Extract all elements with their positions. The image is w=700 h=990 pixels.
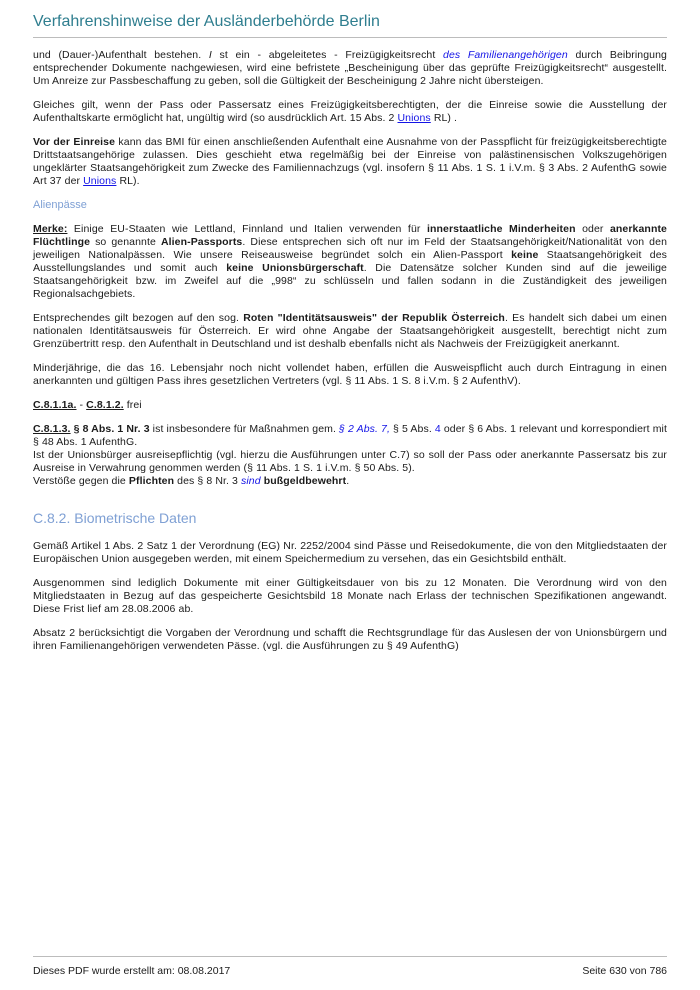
text-run: -	[76, 399, 87, 411]
text-run: kann das BMI für einen anschließenden Aufenthalt eine Ausnahme von der Passpflicht für freizügigkeitsberechtigte Drittstaatsangehörige zulassen. Dies geschieht etwa regelmäßig bei der Einreise von palästinensischen Volkszugehörigen ungeklärter Staatsangehörigkeit zum Zwecke des Familiennachzugs (vgl. insofern § 11 Abs. 1 S. 1 i.V.m. § 3 Abs. 2 AufenthG sowie Art 37 der	[33, 136, 667, 187]
text-run: C.8.2. Biometrische Daten	[33, 510, 197, 526]
inline-link[interactable]: 4	[434, 423, 441, 435]
text-run: Ausgenommen sind lediglich Dokumente mit einer Gültigkeitsdauer von bis zu 12 Monaten. Die Verordnung wird von den Mitgliedstaaten in Bezug auf das gespeicherte Gesichtsbild 18 Monate nach Erlass der technischen Spezifikationen angewandt. Diese Frist lief am 28.08.2006 ab.	[33, 577, 667, 615]
text-run: bußgeldbewehrt	[263, 475, 347, 487]
text-run: Alienpässe	[33, 199, 87, 211]
text-run: Roten "Identitätsausweis" der Republik Österreich	[243, 312, 505, 324]
paragraph	[33, 399, 667, 412]
paragraph	[33, 312, 667, 351]
inline-link[interactable]: des Familienangehörigen	[443, 49, 568, 61]
text-run: . Diese entsprechen sich oft nur im Feld der Staatsangehörigkeit/Nationalität von den jeweiligen Nationalpässen. Wie unsere Reiseausweise begründet solch ein Alien-Passport	[33, 236, 668, 261]
paragraph	[33, 362, 667, 388]
text-run: innerstaatliche Minderheiten	[426, 223, 576, 235]
text-run: Merke:	[33, 223, 68, 235]
paragraph	[33, 223, 667, 301]
text-run: Gemäß Artikel 1 Abs. 2 Satz 1 der Verordnung (EG) Nr. 2252/2004 sind Pässe und Reisedokumente, die von den Mitgliedstaaten der Europäischen Union ausgegeben werden, mit einem Speichermedium zu versehen, das ein Gesichtsbild enthält.	[33, 540, 667, 565]
document-body	[33, 49, 667, 653]
text-run: oder § 6 Abs. 1 relevant und korrespondiert mit § 48 Abs. 1 AufenthG.	[33, 423, 667, 448]
text-run: Pflichten	[128, 475, 175, 487]
page-title: Verfahrenshinweise der Ausländerbehörde Berlin	[33, 13, 380, 30]
paragraph	[33, 136, 667, 188]
text-run: I	[208, 49, 212, 61]
text-run: Vor der Einreise	[33, 136, 116, 148]
text-run: Staatsangehörigkeit des Ausstellungslandes und somit auch	[33, 249, 667, 274]
paragraph	[33, 540, 667, 566]
page-footer	[33, 956, 667, 977]
text-run: oder	[575, 223, 610, 235]
footer-created-date: Dieses PDF wurde erstellt am: 08.08.2017	[33, 965, 231, 977]
inline-link[interactable]: Unions	[397, 112, 431, 124]
header-divider	[33, 37, 667, 38]
text-run: C.8.1.2.	[86, 399, 124, 411]
text-run: Alien-Passports	[160, 236, 243, 248]
section-heading-c-8-2-biometrische-daten	[33, 510, 667, 526]
text-run: keine	[511, 249, 539, 261]
text-run: .	[346, 475, 350, 487]
text-run: so genannte	[90, 236, 161, 248]
text-run: . Die Datensätze solcher Kunden sind auf die jeweilige Staatsangehörigkeit bzw. im Zweifel auf die „998“ zu schlüsseln und fallen sodann in die Zuständigkeit des jeweiligen Regionalsachgebiets.	[33, 262, 667, 300]
text-run: § 8 Abs. 1 Nr. 3	[73, 423, 150, 435]
paragraph	[33, 577, 667, 616]
text-run: Ist der Unionsbürger ausreisepflichtig (vgl. hierzu die Ausführungen unter C.7) so soll der Pass oder anerkannte Passersatz bis zur Ausreise in Verwahrung genommen werden (§ 11 Abs. 1 S. 1 i.V.m. § 50 Abs. 5).	[33, 449, 667, 474]
text-run: C.8.1.3.	[33, 423, 71, 435]
paragraph	[33, 475, 667, 488]
inline-link[interactable]: Unions	[83, 175, 117, 187]
text-run: Verstöße gegen die	[33, 475, 129, 487]
paragraph	[33, 49, 667, 88]
text-run: anerkannte Flüchtlinge	[33, 223, 667, 248]
text-run: st ein - abgeleitetes - Freizügigkeitsrecht	[211, 49, 443, 61]
section-heading-alienpaesse	[33, 199, 667, 211]
paragraph	[33, 423, 667, 449]
paragraph	[33, 627, 667, 653]
text-run: . Es handelt sich dabei um einen nationalen Identitätsausweis für Österreich. Er wird ohne Angabe der Staatsangehörigkeit ausgestellt, berechtigt nicht zum Grenzübertritt resp. den Aufenthalt in Deutschland und ist deshalb ebenfalls nicht als Nachweis der Freizügigkeit anerkannt.	[33, 312, 667, 350]
text-run: Gleiches gilt, wenn der Pass oder Passersatz eines Freizügigkeitsberechtigten, der die Einreise sowie die Ausstellung der Aufenthaltskarte ermöglicht hat, ungültig wird (so ausdrücklich Art. 15 Abs. 2	[33, 99, 667, 124]
paragraph	[33, 449, 667, 475]
text-run: C.8.1.1a.	[33, 399, 77, 411]
text-run: durch Beibringung entsprechender Dokumente nachgewiesen, wird eine befristete „Bescheinigung über das geprüfte Freizügigkeitsrecht“ ausgestellt. Um Anreize zur Passbeschaffung zu geben, soll die Gültigkeit der Bescheinigung 2 Jahre nicht übersteigen.	[33, 49, 667, 87]
paragraph	[33, 99, 667, 125]
inline-link[interactable]: sind	[241, 475, 261, 487]
text-run: Absatz 2 berücksichtigt die Vorgaben der Verordnung und schafft die Rechtsgrundlage für das Auslesen der von Unionsbürgern und ihren Familienangehörigen verwendeten Pässe. (vgl. die Ausführungen zu § 49 AufenthG)	[33, 627, 667, 652]
text-run: Minderjährige, die das 16. Lebensjahr noch nicht vollendet haben, erfüllen die Ausweispflicht auch durch Eintragung in einen anerkannten und gültigen Pass ihres gesetzlichen Vertreters (vgl. § 11 Abs. 1 S. 8 i.V.m. § 2 AufenthV).	[33, 362, 667, 387]
text-run: frei	[123, 399, 142, 411]
text-run: Entsprechendes gilt bezogen auf den sog.	[33, 312, 244, 324]
text-run: und (Dauer-)Aufenthalt bestehen.	[33, 49, 209, 61]
footer-page-number: Seite 630 von 786	[582, 965, 667, 977]
text-run: Einige EU-Staaten wie Lettland, Finnland und Italien verwenden für	[67, 223, 427, 235]
text-run: des § 8 Nr. 3	[174, 475, 242, 487]
text-run: ist insbesondere für Maßnahmen gem.	[149, 423, 340, 435]
inline-link[interactable]: § 2 Abs. 7,	[339, 423, 391, 435]
text-run: RL) .	[430, 112, 458, 124]
text-run: keine Unionsbürgerschaft	[226, 262, 364, 274]
text-run: § 5 Abs.	[390, 423, 435, 435]
text-run: RL).	[116, 175, 140, 187]
